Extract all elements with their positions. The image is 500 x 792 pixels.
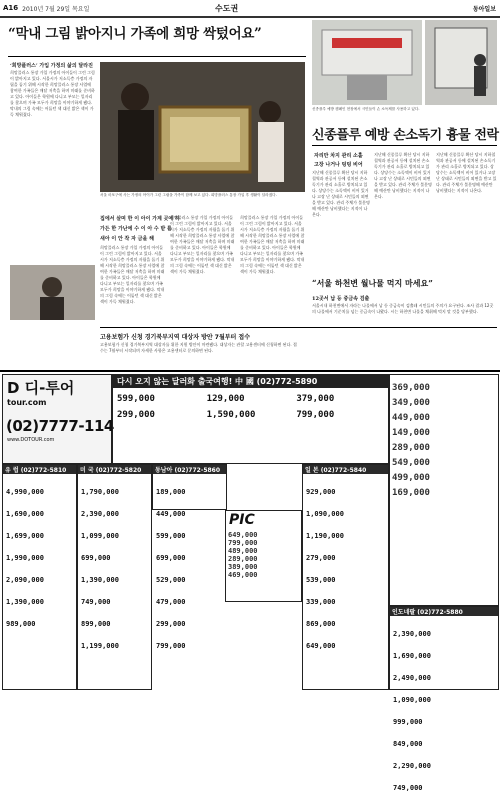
banner-price: 379,000	[296, 394, 335, 404]
ad-column-price: 4,990,000	[6, 488, 44, 496]
ad-column-price: 1,790,000	[81, 488, 119, 496]
right-ad-stack	[389, 374, 499, 606]
dtour-ad	[2, 374, 112, 464]
right-price: 349,000	[392, 398, 430, 408]
ad-column-price: 799,000	[156, 642, 186, 650]
ad-column-title: 미 국 (02)772-5820	[78, 465, 151, 474]
ad-column-price: 599,000	[156, 532, 186, 540]
right-price: 369,000	[392, 383, 430, 393]
portrait-photo	[10, 265, 95, 320]
main-body-col3: 희망플러스 통장 가입 가정의 아이들이 그린 그림이 밝아지고 있다. 서울시가 저소득층 가정의 자립을 돕기 위해 시작한 희망플러스 통장 사업에 참여한 가족들은 매달 저축을 하며 미래를 준비하고 있다. 아이들은 학원에 다니고 부모는 일자리를 찾으며 가족 모두가 희망을 이야기하게 됐다. 막내의 그림 속에는 어둡던 색 대신 밝은 색이 가득 채워졌다.	[170, 215, 235, 274]
ad-column-price: 339,000	[306, 598, 336, 606]
ad-column-price: 1,090,000	[306, 510, 344, 518]
headline-rule	[8, 56, 306, 57]
subhead-1: 집에서 살며 한 이 아이 가계 곳에 하	[100, 216, 180, 222]
ad-column-price: 1,390,000	[6, 598, 44, 606]
ad-column-title: 유 럽 (02)772-5810	[3, 465, 76, 474]
right-rule	[312, 145, 497, 146]
right-price: 289,000	[392, 443, 430, 453]
ad-column-price: 1,090,000	[393, 696, 431, 704]
right-sub1: 자리만 차지 관리 소홀	[314, 153, 363, 159]
ad-column	[389, 606, 499, 792]
ad-column-title: 동남아 (02)772-5860	[153, 465, 226, 474]
pic-price: 799,000	[228, 539, 258, 547]
photo-caption: 서울 마포구에 사는 가정의 아이가 그린 그림을 가족이 함께 보고 있다. 희망플러스 통장 가입 후 생활이 달라졌다.	[100, 193, 277, 197]
banner-price: 299,000	[117, 410, 155, 420]
ad-column-price: 1,199,000	[81, 642, 119, 650]
right-price: 499,000	[392, 473, 430, 483]
middle-right-headline: “서울 하천변 월나물 먹지 마세요”	[312, 278, 433, 288]
pic-price: 469,000	[228, 571, 258, 579]
ad-column-price: 2,290,000	[393, 762, 431, 770]
right-body-col3: 지난해 신종플루 확산 당시 지하철역과 관공서 등에 설치된 손소독기가 관리 소홀로 방치되고 있다. 상당수는 소독액이 비어 있거나 고장 난 상태로 시민들의 외면을 받고 있다. 관리 주체가 불분명해 예산만 낭비했다는 지적이 나온다.	[436, 152, 497, 193]
ad-column	[2, 464, 77, 690]
ad-column-price: 2,090,000	[6, 576, 44, 584]
ad-column-price: 1,390,000	[81, 576, 119, 584]
pic-title: PIC	[229, 512, 255, 528]
ad-column-price: 849,000	[393, 740, 423, 748]
subhead-2: 가든 한 가난에 수 이 아 수 받 를	[100, 226, 172, 232]
subway-photo	[425, 20, 497, 105]
banner-price: 129,000	[206, 394, 245, 404]
ad-column-price: 279,000	[306, 554, 336, 562]
subhead-3: 새아 이 안 작 자 금을 해	[100, 236, 154, 242]
ad-column-price: 479,000	[156, 598, 186, 606]
pic-price: 389,000	[228, 563, 258, 571]
right-price: 149,000	[392, 428, 430, 438]
pic-price: 649,000	[228, 531, 258, 539]
middle-left-body: 고용보험가 신청 경기북부지역 대상자를 위한 지원 방안이 마련됐다. 대상자는 관할 고용센터에 신청하면 된다. 접수는 7월부터 시작되며 자세한 사항은 고용센터로 문의하면 된다.	[100, 342, 297, 353]
page-date: 2010년 7월 29일 목요일	[22, 5, 90, 13]
ad-column-price: 929,000	[306, 488, 336, 496]
middle-left-headline: 고용보험가 신청 경기북부지역 대상자 방안 7월부터 접수	[100, 334, 251, 341]
right-price: 449,000	[392, 413, 430, 423]
ad-column-price: 699,000	[156, 554, 186, 562]
right-headline: 신종플루 예방 손소독기 흉물 전락	[312, 128, 499, 143]
newspaper-brand: 동아일보	[472, 5, 496, 13]
china-price-grid	[113, 388, 388, 426]
ad-column-price: 299,000	[156, 620, 186, 628]
dtour-brand: D 디-투어	[7, 379, 75, 397]
ad-column	[77, 464, 152, 690]
right-body-col1: 지난해 신종플루 확산 당시 지하철역과 관공서 등에 설치된 손소독기가 관리 소홀로 방치되고 있다. 상당수는 소독액이 비어 있거나 고장 난 상태로 시민들의 외면을 받고 있다. 관리 주체가 불분명해 예산만 낭비했다는 지적이 나온다.	[312, 170, 370, 217]
main-body-col2: 희망플러스 통장 가입 가정의 아이들이 그린 그림이 밝아지고 있다. 서울시가 저소득층 가정의 자립을 돕기 위해 시작한 희망플러스 통장 사업에 참여한 가족들은 매달 저축을 하며 미래를 준비하고 있다. 아이들은 학원에 다니고 부모는 일자리를 찾으며 가족 모두가 희망을 이야기하게 됐다. 막내의 그림 속에는 어둡던 색 대신 밝은 색이 가득 채워졌다.	[100, 245, 165, 304]
family-photo	[100, 62, 305, 192]
right-sub2: 고장 나거나 텅텅 비어	[314, 162, 363, 168]
pic-ad	[225, 510, 302, 602]
ad-column	[302, 464, 389, 690]
ad-column-price: 1,690,000	[393, 652, 431, 660]
ad-column-price: 989,000	[6, 620, 36, 628]
ad-column-price: 2,390,000	[393, 630, 431, 638]
ad-column-price: 749,000	[81, 598, 111, 606]
right-price: 169,000	[392, 488, 430, 498]
ad-column-price: 999,000	[393, 718, 423, 726]
ad-column-price: 1,190,000	[306, 532, 344, 540]
pic-price: 289,000	[228, 555, 258, 563]
family-photo-svg	[100, 62, 305, 192]
banner-price: 1,590,000	[206, 410, 256, 420]
ad-column-title: 인도네팔 (02)772-5880	[390, 607, 498, 616]
ad-column-title: 일 본 (02)772-5840	[303, 465, 388, 474]
kicker: ‘희망플러스’ 가입 가정의 삶의 달라진	[10, 63, 93, 69]
right-price: 549,000	[392, 458, 430, 468]
section-title: 수도권	[215, 3, 239, 13]
right-price-list	[390, 375, 498, 507]
middle-right-sub: 12곳서 납 등 중금속 검출	[312, 296, 370, 302]
china-banner: 다시 오지 않는 달러화 출국여행! 中 國 (02)772-5890	[113, 375, 388, 388]
banner-price: 799,000	[296, 410, 335, 420]
ad-column-price: 189,000	[156, 488, 186, 496]
ad-column-price: 2,490,000	[393, 674, 431, 682]
ad-column-price: 1,699,000	[6, 532, 44, 540]
middle-right-body: 서울시내 하천변에서 자라는 나물에서 납 등 중금속이 검출돼 시민들의 주의가 요구된다. 조사 결과 12곳의 나물에서 기준치를 넘는 중금속이 나왔다. 시는 하천변 나물을 채취해 먹지 말 것을 당부했다.	[312, 303, 494, 314]
right-body-col2: 지난해 신종플루 확산 당시 지하철역과 관공서 등에 설치된 손소독기가 관리 소홀로 방치되고 있다. 상당수는 소독액이 비어 있거나 고장 난 상태로 시민들의 외면을 받고 있다. 관리 주체가 불분명해 예산만 낭비했다는 지적이 나온다.	[374, 152, 432, 199]
ad-column-price: 539,000	[306, 576, 336, 584]
page-number: A16	[3, 4, 19, 12]
banner-price: 599,000	[117, 394, 155, 404]
right-photo-caption: 신종플루 예방 캠페인 현장에서 시민들이 손 소독제를 사용하고 있다.	[312, 107, 420, 111]
ad-column-price: 1,990,000	[6, 554, 44, 562]
pic-price-list	[226, 529, 301, 582]
pic-price: 489,000	[228, 547, 258, 555]
dtour-phone: (02)7777-114	[6, 417, 114, 435]
main-body-col4: 희망플러스 통장 가입 가정의 아이들이 그린 그림이 밝아지고 있다. 서울시가 저소득층 가정의 자립을 돕기 위해 시작한 희망플러스 통장 사업에 참여한 가족들은 매달 저축을 하며 미래를 준비하고 있다. 아이들은 학원에 다니고 부모는 일자리를 찾으며 가족 모두가 희망을 이야기하게 됐다. 막내의 그림 속에는 어둡던 색 대신 밝은 색이 가득 채워졌다.	[240, 215, 305, 274]
china-ad	[112, 374, 389, 464]
ad-column-price: 869,000	[306, 620, 336, 628]
dispenser-photo-svg	[312, 20, 422, 105]
ad-column-price: 749,000	[393, 784, 423, 792]
ad-column-price: 1,690,000	[6, 510, 44, 518]
ad-column-price: 2,390,000	[81, 510, 119, 518]
subway-photo-svg	[425, 20, 497, 105]
dtour-domain: tour.com	[7, 398, 47, 407]
main-headline: “막내 그림 밝아지니 가족에 희망 싹텄어요”	[8, 26, 262, 42]
ad-column-price: 529,000	[156, 576, 186, 584]
ad-column-price: 1,099,000	[81, 532, 119, 540]
ad-column-price: 649,000	[306, 642, 336, 650]
page-header	[0, 0, 500, 18]
ad-rule	[0, 370, 500, 372]
portrait-photo-svg	[10, 265, 95, 320]
dispenser-photo	[312, 20, 422, 105]
dtour-site: www.DOTOUR.com	[7, 437, 55, 443]
ad-column-price: 899,000	[81, 620, 111, 628]
ad-column-price: 449,000	[156, 510, 186, 518]
ad-column-price: 699,000	[81, 554, 111, 562]
main-body-col1: 희망플러스 통장 가입 가정의 아이들이 그린 그림이 밝아지고 있다. 서울시가 저소득층 가정의 자립을 돕기 위해 시작한 희망플러스 통장 사업에 참여한 가족들은 매달 저축을 하며 미래를 준비하고 있다. 아이들은 학원에 다니고 부모는 일자리를 찾으며 가족 모두가 희망을 이야기하게 됐다. 막내의 그림 속에는 어둡던 색 대신 밝은 색이 가득 채워졌다.	[10, 70, 95, 117]
ad-column	[152, 464, 227, 650]
